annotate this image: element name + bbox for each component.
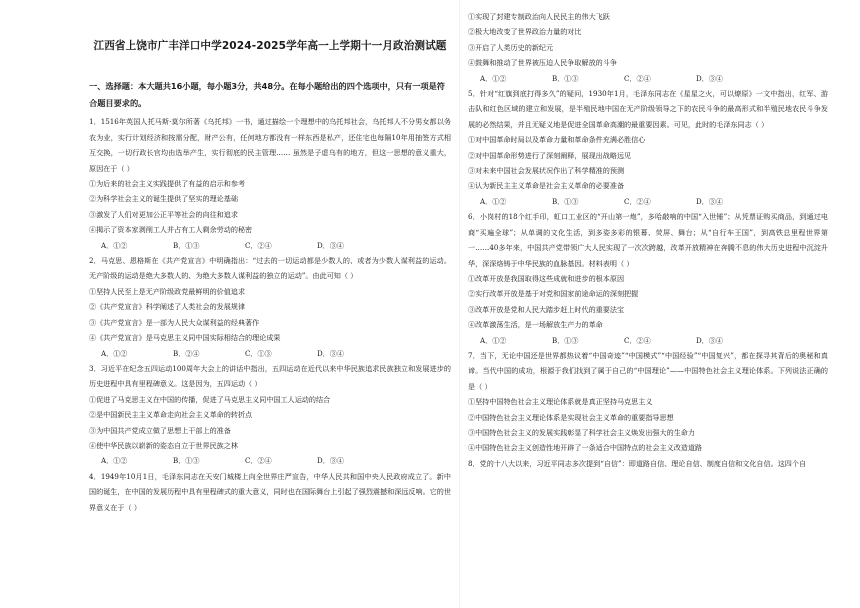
option: ③《共产党宣言》是一部为人民大众谋利益的经典著作 bbox=[89, 317, 260, 327]
option: ③改革开放是党和人民大踏步赶上时代的重要法宝 bbox=[468, 304, 625, 314]
option: ②实行改革开放是基于对党和国家前途命运的深刻把握 bbox=[468, 289, 639, 299]
answer-choices bbox=[89, 346, 451, 361]
choice-a[interactable]: A．①② bbox=[480, 73, 507, 83]
question-stem: 6．小岗村的18个红手印，虹口工业区的“开山第一炮”，多哈敲响的中国“入世锤”；从凭票证购买商品，到通过电商“买遍全球”；从单调的文化生活，到多姿多彩的银幕、荧屏、舞台；从“自行车王国”，到高铁总里程世界第一……40多年来，中国共产党带领广大人民实现了一次次跨越，改革开放精神在奔腾不息的伟大历史进程中沉淀升华，深深烙铸于中华民族的血脉基因。材料表明（ ） bbox=[468, 212, 828, 268]
choice-b[interactable]: B．①③ bbox=[173, 240, 200, 250]
option: ①坚持中国特色社会主义理论体系就是真正坚持马克思主义 bbox=[468, 397, 653, 407]
option: ④改革激荡生活，是一场解放生产力的革命 bbox=[468, 320, 603, 330]
choice-d[interactable]: D．③④ bbox=[696, 73, 723, 83]
choice-a[interactable]: A．①② bbox=[480, 196, 507, 206]
question-6 bbox=[468, 209, 828, 348]
answer-choices bbox=[468, 71, 828, 86]
question-5 bbox=[468, 86, 828, 209]
question-stem: 2．马克思、恩格斯在《共产党宣言》中明确指出：“过去的一切运动都是少数人的、或者为少数人谋利益的运动。无产阶级的运动是绝大多数人的、为绝大多数人谋利益的独立的运动”。由此可知（ ） bbox=[89, 256, 451, 281]
question-stem: 4．1949年10月1日，毛泽东同志在天安门城楼上向全世界庄严宣告，中华人民共和国中央人民政府成立了。新中国的诞生，在中国的发展历程中具有里程碑式的重大意义，同时也在国际舞台上引起了强烈震撼和深远反响。它的世界意义在于（ ） bbox=[89, 471, 451, 512]
choice-b[interactable]: B．①③ bbox=[552, 73, 579, 83]
question-7 bbox=[468, 348, 828, 456]
answer-choices bbox=[468, 194, 828, 209]
option: ③激发了人们对更加公正平等社会的向往和追求 bbox=[89, 209, 238, 219]
option: ①实现了封建专制政治向人民民主的伟大飞跃 bbox=[468, 12, 610, 21]
option: ④认为新民主主义革命是社会主义革命的必要准备 bbox=[468, 181, 625, 191]
choice-c[interactable]: C．①③ bbox=[245, 348, 272, 358]
option: ②是中国新民主主义革命走向社会主义革命的转折点 bbox=[89, 410, 253, 420]
answer-choices bbox=[468, 333, 828, 348]
option: ④鼓舞和推动了世界被压迫人民争取解放的斗争 bbox=[468, 58, 617, 68]
choice-d[interactable]: D．③④ bbox=[696, 335, 723, 345]
choice-a[interactable]: A．①② bbox=[480, 335, 507, 345]
option: ②《共产党宣言》科学阐述了人类社会的发展规律 bbox=[89, 302, 246, 312]
question-stem: 1．1516年英国人托马斯·莫尔所著《乌托邦》一书，通过描绘一个理想中的乌托邦社会，乌托邦人不分男女都以务农为业，实行计划经济和按需分配，财产公有，任何地方都没有一样东西是私产，还住宅也每隔10年用抽签方式相互交换，一切行政长官均由选举产生，实行彻底的民主管理…… 虽然是子虚乌有的地方，但这一思想的意义重大，原因在于（ ） bbox=[89, 117, 451, 173]
choice-c[interactable]: C．②④ bbox=[624, 196, 651, 206]
option: ③开启了人类历史的新纪元 bbox=[468, 42, 554, 52]
option: ①对中国革命时局以及革命力量和革命条件充满必胜信心 bbox=[468, 135, 646, 145]
choice-a[interactable]: A．①② bbox=[101, 348, 128, 358]
option: ①为后来的社会主义实践提供了有益的启示和参考 bbox=[89, 179, 246, 189]
question-4-continued bbox=[468, 9, 828, 86]
question-3 bbox=[89, 361, 451, 469]
choice-b[interactable]: B．①③ bbox=[552, 196, 579, 206]
option: ④揭示了资本家剥削工人并占有工人剩余劳动的秘密 bbox=[89, 225, 253, 235]
option: ④使中华民族以崭新的姿态自立于世界民族之林 bbox=[89, 440, 238, 450]
option: ②对中国革命形势进行了深刻阐释，展现出战略远见 bbox=[468, 150, 632, 160]
option: ③对未来中国社会发展状况作出了科学精准的预测 bbox=[468, 166, 625, 176]
option: ①促进了马克思主义在中国的传播，促进了马克思主义同中国工人运动的结合 bbox=[89, 394, 331, 404]
question-stem: 8．党的十八大以来，习近平同志多次提到“自信”：即道路自信、理论自信、制度自信和文化自信。这四个自 bbox=[468, 458, 807, 468]
choice-b[interactable]: B．①③ bbox=[173, 456, 200, 466]
question-stem: 7．当下，无论中国还是世界都热议着“中国奇迹”“中国模式”“中国经验”“中国复兴”，都在探寻其背后的奥秘和真谛。当代中国的成功，根源于我们找到了属于自己的“中国理论”——中国特色社会主义理论体系。下列说法正确的是（ ） bbox=[468, 350, 828, 391]
right-column bbox=[468, 0, 828, 471]
choice-c[interactable]: C．②④ bbox=[245, 240, 272, 250]
choice-d[interactable]: D．③④ bbox=[317, 348, 344, 358]
answer-choices bbox=[89, 238, 451, 253]
question-stem: 5．针对“红旗到底打得多久”的疑问，1930年1月，毛泽东同志在《星星之火，可以燎原》一文中指出，红军、游击队和红色区域的建立和发展，是半殖民地中国在无产阶级领导之下的农民斗争的最高形式和半殖民地农民斗争发展的必然结果，并且无疑义地是促进全国革命高潮的最重要因素。可见，此时的毛泽东同志（ ） bbox=[468, 89, 828, 129]
option: ③中国特色社会主义的发展实践彰显了科学社会主义焕发出强大的生命力 bbox=[468, 427, 695, 437]
question-8 bbox=[468, 456, 828, 471]
choice-b[interactable]: B．①③ bbox=[552, 335, 579, 345]
choice-d[interactable]: D．③④ bbox=[696, 196, 723, 206]
option: ①改革开放是我国取得这些成就和进步的根本原因 bbox=[468, 273, 625, 283]
choice-b[interactable]: B．②④ bbox=[173, 348, 200, 358]
option: ①坚持人民至上是无产阶级政党最鲜明的价值追求 bbox=[89, 286, 246, 296]
option: ④《共产党宣言》是马克思主义同中国实际相结合的理论成果 bbox=[89, 333, 281, 343]
choice-a[interactable]: A．①② bbox=[101, 240, 128, 250]
question-4 bbox=[89, 469, 451, 515]
option: ③为中国共产党成立做了思想上干部上的准备 bbox=[89, 425, 231, 435]
choice-d[interactable]: D．③④ bbox=[317, 240, 344, 250]
choice-c[interactable]: C．②④ bbox=[624, 335, 651, 345]
option: ②极大地改变了世界政治力量的对比 bbox=[468, 27, 582, 37]
question-2 bbox=[89, 253, 451, 361]
question-1 bbox=[89, 114, 451, 253]
column-divider bbox=[459, 0, 460, 608]
choice-a[interactable]: A．①② bbox=[101, 456, 128, 466]
choice-c[interactable]: C．②④ bbox=[245, 456, 272, 466]
option: ②为科学社会主义的诞生提供了坚实的理论基础 bbox=[89, 194, 238, 204]
exam-title: 江西省上饶市广丰洋口中学2024-2025学年高一上学期十一月政治测试题 bbox=[93, 40, 447, 52]
question-stem: 3．习近平在纪念五四运动100周年大会上的讲话中指出，五四运动在近代以来中华民族追求民族独立和发展进步的历史进程中具有里程碑意义。这是因为，五四运动（ ） bbox=[89, 363, 451, 389]
option: ②中国特色社会主义理论体系是实现社会主义革命的重要指导思想 bbox=[468, 412, 674, 422]
option: ④中国特色社会主义创造性地开辟了一条适合中国特点的社会主义改造道路 bbox=[468, 443, 703, 453]
choice-d[interactable]: D．③④ bbox=[317, 456, 344, 466]
section-heading: 一、选择题：本大题共16小题，每小题3分，共48分。在每小题给出的四个选项中，只有一项是符合题目要求的。 bbox=[89, 81, 445, 109]
choice-c[interactable]: C．②④ bbox=[624, 73, 651, 83]
left-column bbox=[89, 0, 451, 515]
answer-choices bbox=[89, 453, 451, 468]
